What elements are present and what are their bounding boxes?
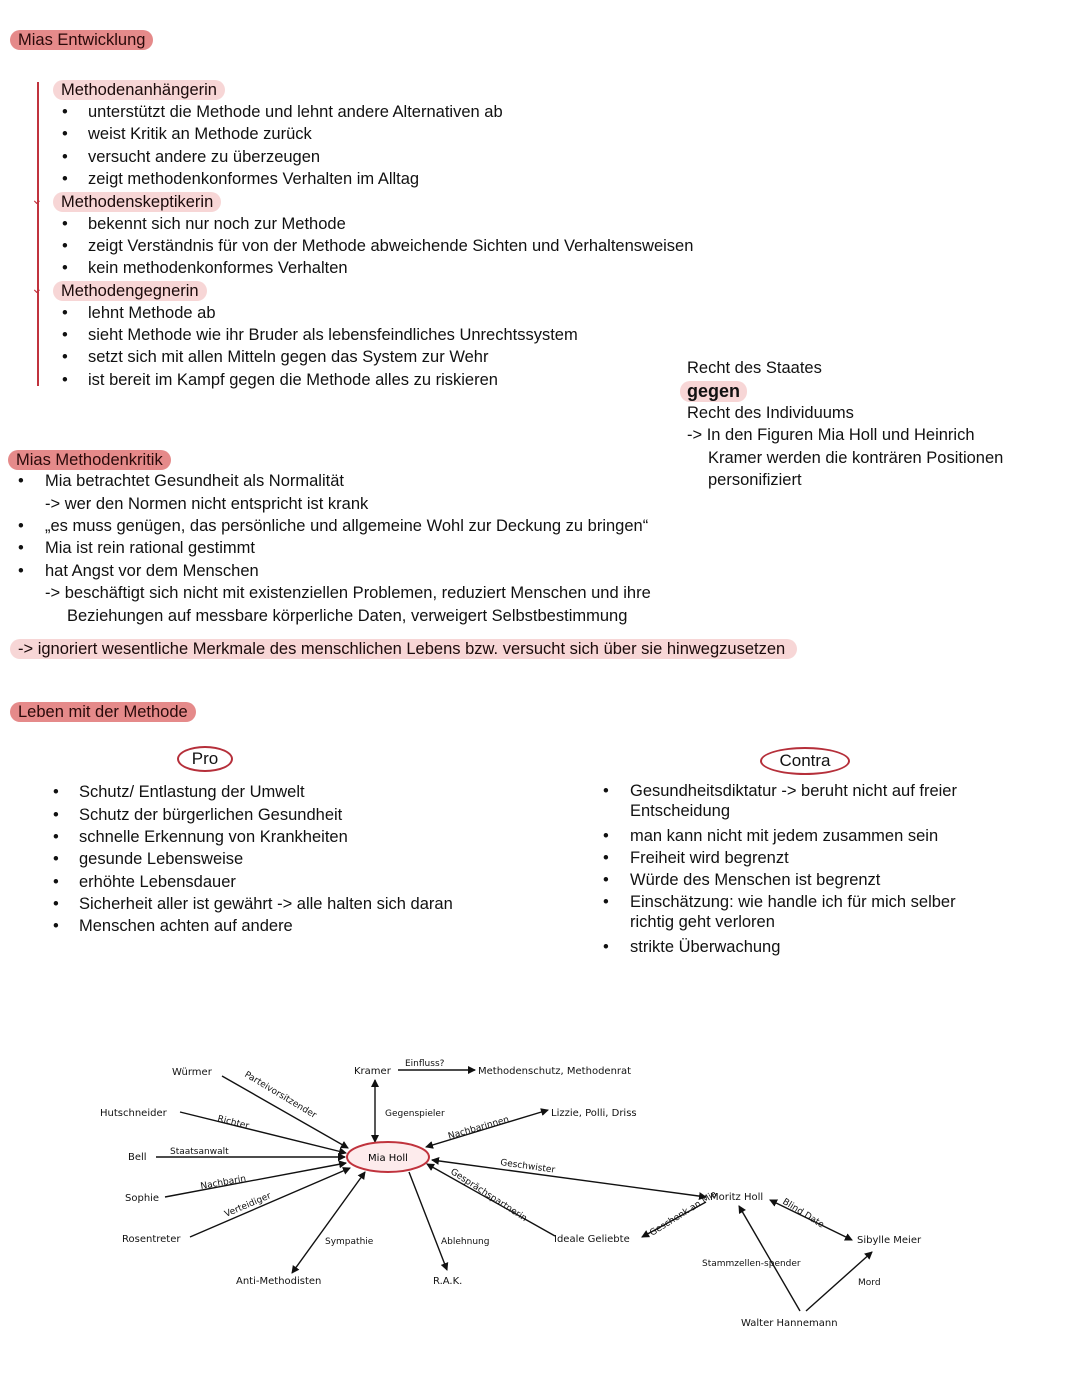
- edge-wuermer: [222, 1076, 348, 1148]
- list-item: zeigt Verständnis für von der Methode abweichende Sichten und Verhaltensweisen: [88, 237, 694, 255]
- contra-item: Würde des Menschen ist begrenzt: [630, 871, 881, 889]
- pro-item: Schutz der bürgerlichen Gesundheit: [79, 806, 343, 824]
- pro-item: erhöhte Lebensdauer: [79, 873, 236, 891]
- stage-title: Methodenanhängerin: [53, 80, 225, 100]
- list-item: •: [18, 472, 24, 490]
- list-item: kein methodenkonformes Verhalten: [88, 259, 348, 277]
- list-item: •: [18, 539, 24, 557]
- node-ideale: Ideale Geliebte: [554, 1234, 630, 1245]
- edge-rak: [409, 1172, 447, 1270]
- edge-label-moritz: Geschwister: [499, 1158, 556, 1176]
- contra-item: Gesundheitsdiktatur -> beruht nicht auf freier Entscheidung: [630, 782, 957, 820]
- list-item: •: [62, 148, 68, 166]
- list-item: versucht andere zu überzeugen: [88, 148, 321, 166]
- list-item: •: [603, 938, 609, 956]
- list-item: •: [603, 782, 609, 800]
- section-heading-kritik: Mias Methodenkritik: [8, 450, 171, 470]
- list-subitem: -> beschäftigt sich nicht mit existenziellen Problemen, reduziert Menschen und ihre: [45, 584, 651, 602]
- node-sophie: Sophie: [125, 1193, 160, 1204]
- edge-label-lizzie: Nachbarinnen: [447, 1114, 511, 1142]
- node-anti: Anti-Methodisten: [236, 1276, 322, 1287]
- node-wuermer: Würmer: [172, 1067, 212, 1078]
- pro-item: Menschen achten auf andere: [79, 917, 293, 935]
- edge-label-walter-moritz: Stammzellen-spender: [702, 1259, 801, 1269]
- list-item: •: [62, 326, 68, 344]
- contra-item: Freiheit wird begrenzt: [630, 849, 789, 867]
- node-rosentreter: Rosentreter: [122, 1234, 181, 1245]
- node-methodenschutz: Methodenschutz, Methodenrat: [478, 1066, 632, 1077]
- edge-label-ideale-moritz: Geschenk an Mia: [648, 1189, 719, 1239]
- edge-label-walter-sibylle: Mord: [858, 1278, 881, 1288]
- staat-arrow-line: personifiziert: [708, 471, 802, 489]
- node-bell: Bell: [128, 1152, 147, 1163]
- list-item: setzt sich mit allen Mitteln gegen das System zur Wehr: [88, 348, 489, 366]
- edge-anti: [292, 1172, 365, 1273]
- contra-label: Contra: [760, 747, 850, 775]
- list-item: •: [62, 215, 68, 233]
- list-item: •: [53, 873, 59, 891]
- edge-label-kramer-influence: Einfluss?: [405, 1059, 445, 1069]
- timeline-arrow-icon: ⌄: [31, 280, 43, 296]
- edge-sophie: [165, 1163, 346, 1197]
- staat-arrow-line: -> In den Figuren Mia Holl und Heinrich: [687, 426, 975, 444]
- kritik-conclusion: -> ignoriert wesentliche Merkmale des menschlichen Lebens bzw. versucht sich über sie hinwegzusetzen: [10, 639, 797, 659]
- list-item: ist bereit im Kampf gegen die Methode alles zu riskieren: [88, 371, 498, 389]
- edge-label-hutschneider: Richter: [216, 1114, 250, 1132]
- node-sibylle: Sibylle Meier: [857, 1235, 922, 1246]
- list-item: •: [18, 562, 24, 580]
- edge-label-sophie: Nachbarin: [199, 1174, 247, 1192]
- list-item: •: [62, 103, 68, 121]
- list-item: •: [53, 895, 59, 913]
- list-item: weist Kritik an Methode zurück: [88, 125, 312, 143]
- edge-label-wuermer: Parteivorsitzender: [242, 1069, 318, 1121]
- list-item: •: [62, 170, 68, 188]
- timeline-line: [37, 82, 39, 386]
- list-item: •: [53, 783, 59, 801]
- stage-title: Methodenskeptikerin: [53, 192, 221, 212]
- node-moritz: Moritz Holl: [710, 1192, 764, 1203]
- list-item: •: [62, 348, 68, 366]
- list-item: •: [62, 125, 68, 143]
- list-item: „es muss genügen, das persönliche und allgemeine Wohl zur Deckung zu bringen“: [45, 517, 649, 535]
- list-item: •: [603, 827, 609, 845]
- list-item: •: [18, 517, 24, 535]
- list-subitem: -> wer den Normen nicht entspricht ist krank: [45, 495, 369, 513]
- list-item: •: [603, 871, 609, 889]
- list-item: •: [62, 304, 68, 322]
- list-subitem: Beziehungen auf messbare körperliche Daten, verweigert Selbstbestimmung: [67, 607, 628, 625]
- list-item: •: [603, 893, 609, 911]
- timeline-arrow-icon: ⌄: [31, 191, 43, 207]
- node-lizzie: Lizzie, Polli, Driss: [551, 1108, 637, 1119]
- contra-item: man kann nicht mit jedem zusammen sein: [630, 827, 939, 845]
- list-item: •: [62, 371, 68, 389]
- pro-item: gesunde Lebensweise: [79, 850, 244, 868]
- pro-item: schnelle Erkennung von Krankheiten: [79, 828, 348, 846]
- node-hutschneider: Hutschneider: [100, 1108, 167, 1119]
- contra-item: Einschätzung: wie handle ich für mich selber richtig geht verloren: [630, 893, 956, 931]
- staat-arrow-line: Kramer werden die konträren Positionen: [708, 449, 1004, 467]
- edge-label-kramer: Gegenspieler: [385, 1109, 445, 1119]
- staat-line2: Recht des Individuums: [687, 404, 854, 422]
- edge-label-ideale: Gesprächspartnerin: [448, 1167, 529, 1225]
- edge-label-bell: Staatsanwalt: [170, 1147, 229, 1157]
- node-walter: Walter Hannemann: [741, 1318, 838, 1329]
- center-node-label: Mia Holl: [368, 1153, 408, 1164]
- edge-label-rak: Ablehnung: [441, 1237, 490, 1247]
- node-kramer: Kramer: [354, 1066, 391, 1077]
- stage-title: Methodengegnerin: [53, 281, 207, 301]
- list-item: •: [53, 850, 59, 868]
- list-item: •: [53, 828, 59, 846]
- section-heading-leben: Leben mit der Methode: [10, 702, 196, 722]
- edge-label-sibylle: Blind Date: [780, 1197, 826, 1231]
- list-item: sieht Methode wie ihr Bruder als lebensfeindliches Unrechtssystem: [88, 326, 578, 344]
- list-item: hat Angst vor dem Menschen: [45, 562, 259, 580]
- edge-label-rosentreter: Verteidiger: [223, 1191, 273, 1220]
- list-item: Mia ist rein rational gestimmt: [45, 539, 255, 557]
- list-item: •: [62, 259, 68, 277]
- section-heading-entwicklung: Mias Entwicklung: [10, 30, 153, 50]
- gegen-label: gegen: [680, 381, 747, 402]
- list-item: unterstützt die Methode und lehnt andere Alternativen ab: [88, 103, 503, 121]
- list-item: •: [603, 849, 609, 867]
- list-item: zeigt methodenkonformes Verhalten im Alltag: [88, 170, 420, 188]
- pro-item: Schutz/ Entlastung der Umwelt: [79, 783, 305, 801]
- node-rak: R.A.K.: [433, 1276, 463, 1287]
- pro-item: Sicherheit aller ist gewährt -> alle halten sich daran: [79, 895, 453, 913]
- list-item: lehnt Methode ab: [88, 304, 216, 322]
- list-item: •: [53, 806, 59, 824]
- pro-label: Pro: [177, 746, 233, 772]
- character-map: [0, 1040, 1080, 1340]
- edge-label-anti: Sympathie: [325, 1237, 374, 1247]
- list-item: Mia betrachtet Gesundheit als Normalität: [45, 472, 344, 490]
- contra-item: strikte Überwachung: [630, 938, 781, 956]
- staat-line1: Recht des Staates: [687, 359, 822, 377]
- list-item: •: [53, 917, 59, 935]
- list-item: bekennt sich nur noch zur Methode: [88, 215, 346, 233]
- list-item: •: [62, 237, 68, 255]
